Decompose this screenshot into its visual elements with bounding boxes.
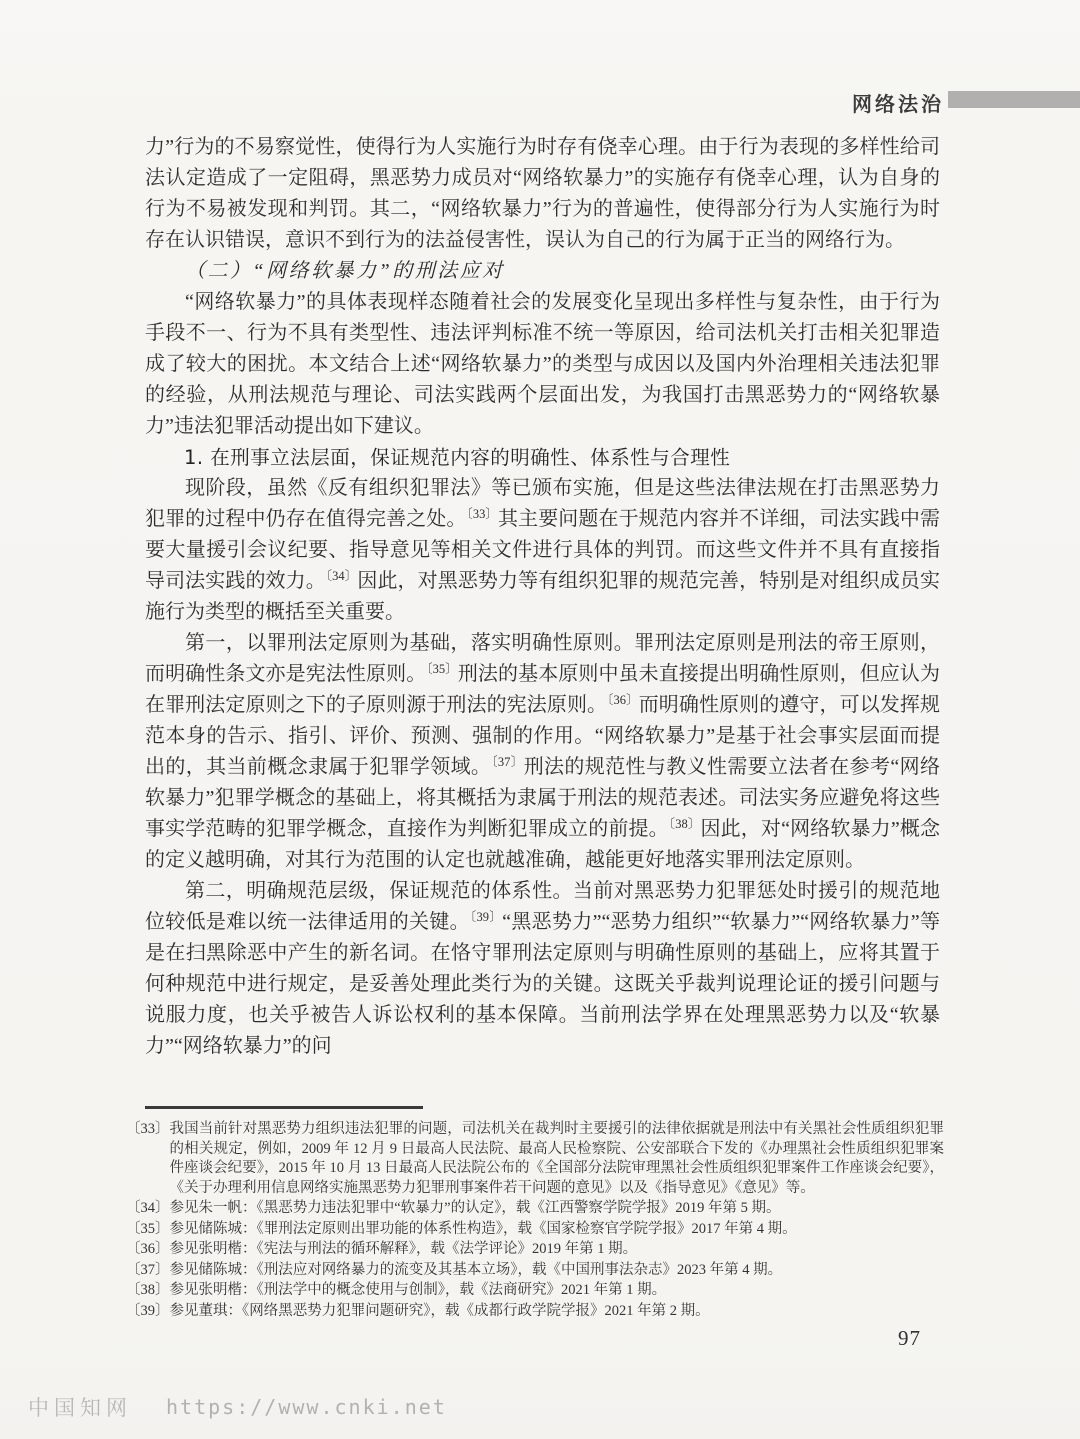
subsection-heading: 1. 在刑事立法层面，保证规范内容的明确性、体系性与合理性 <box>184 446 731 469</box>
footnote-item <box>126 1302 944 1322</box>
cnki-url-text: https://www.cnki.net <box>166 1395 447 1419</box>
text-run: 因此，对黑恶势力等有组织犯罪的规范完善，特别是对组织成员实施行为类型的概括至关重要。 <box>145 570 940 623</box>
footnote-number: 〔39〕 <box>126 1302 170 1319</box>
paragraph-opening-continuation: 力”行为的不易察觉性，使得行为人实施行为时存有侥幸心理。由于行为表现的多样性给司法认定造成了一定阻碍，黑恶势力成员对“网络软暴力”的实施存有侥幸心理，认为自身的行为不易被发现和判罚。其二，“网络软暴力”行为的普遍性，使得部分行为人实施行为时存在认识错误，意识不到行为的法益侵害性，误认为自己的行为属于正当的网络行为。 <box>145 136 940 251</box>
footnote-item <box>126 1261 944 1281</box>
footnote-separator-rule <box>145 1106 423 1109</box>
footnote-item <box>126 1281 944 1301</box>
text-run: 第二，明确规范层级，保证规范的体系性。当前对黑恶势力犯罪惩处时援引的规范地位较低是难以统一法律适用的关键。 <box>145 880 940 933</box>
footnote-ref-33: 〔33〕 <box>466 507 499 521</box>
footnote-number: 〔35〕 <box>126 1220 170 1237</box>
footnote-text: 参见储陈城：《刑法应对网络暴力的流变及其基本立场》，载《中国刑事法杂志》2023 年第 4 期。 <box>169 1261 783 1278</box>
paragraph-current-stage <box>145 473 940 628</box>
footnote-text: 我国当前针对黑恶势力组织违法犯罪的问题，司法机关在裁判时主要援引的法律依据就是刑法中有关黑社会性质组织犯罪的相关规定，例如，2009 年 12 月 9 日最高人民法院、最高人民检察院、公安部联合下发的《办理黑社会性质组织犯罪案件座谈会纪要》，2015 年 10 月 13 日最高人民法院公布的《全国部分法院审理黑社会性质组织犯罪案件工作座谈会纪要》，《关于办理利用信息网络实施黑恶势力犯罪刑事案件若干问题的意见》以及《指导意见》《意见》等。 <box>169 1121 944 1196</box>
footnote-text: 参见储陈城：《罪刑法定原则出罪功能的体系性构造》，载《国家检察官学院学报》2017 年第 4 期。 <box>169 1220 797 1237</box>
running-head-section-title: 网络法治 <box>852 92 944 116</box>
cnki-brand-text: 中国知网 <box>28 1396 132 1420</box>
footnote-item <box>126 1220 944 1240</box>
paragraph-overview: “网络软暴力”的具体表现样态随着社会的发展变化呈现出多样性与复杂性，由于行为手段不一、行为不具有类型性、违法评判标准不统一等原因，给司法机关打击相关犯罪造成了较大的困扰。本文结合上述“网络软暴力”的类型与成因以及国内外治理相关违法犯罪的经验，从刑法规范与理论、司法实践两个层面出发，为我国打击黑恶势力的“网络软暴力”违法犯罪活动提出如下建议。 <box>145 291 940 437</box>
section-heading: （二）“网络软暴力”的刑法应对 <box>185 260 505 282</box>
footnote-item <box>126 1240 944 1260</box>
article-body <box>145 132 940 1062</box>
footnote-text: 参见张明楷：《刑法学中的概念使用与创制》，载《法商研究》2021 年第 1 期。 <box>169 1282 667 1298</box>
footnote-ref-36: 〔36〕 <box>607 693 639 707</box>
text-run: 现阶段，虽然《反有组织犯罪法》等已颁布实施，但是这些法律法规在打击黑恶势力犯罪的过程中仍存在值得完善之处。 <box>145 477 940 530</box>
footnote-text: 参见张明楷：《宪法与刑法的循环解释》，载《法学评论》2019 年第 1 期。 <box>169 1241 638 1257</box>
footnote-text: 参见朱一帆：《黑恶势力违法犯罪中“软暴力”的认定》，载《江西警察学院学报》2019 年第 5 期。 <box>169 1200 781 1216</box>
footnote-number: 〔33〕 <box>126 1121 170 1137</box>
footnotes-block <box>126 1120 944 1322</box>
footnote-item <box>126 1199 944 1219</box>
footnote-number: 〔38〕 <box>126 1282 170 1298</box>
text-run: 刑法的规范性与教义性需要立法者在参考“网络软暴力”犯罪学概念的基础上，将其概括为隶属于刑法的规范表述。司法实务应避免将这些事实学范畴的犯罪学概念，直接作为判断犯罪成立的前提。 <box>145 756 940 840</box>
footnote-ref-37: 〔37〕 <box>491 755 524 769</box>
footnote-item <box>126 1120 944 1198</box>
cnki-watermark <box>28 1392 447 1422</box>
footnote-text: 参见董琪：《网络黑恶势力犯罪问题研究》，载《成都行政学院学报》2021 年第 2 期。 <box>169 1302 710 1319</box>
footnote-number: 〔37〕 <box>126 1261 170 1278</box>
footnote-number: 〔34〕 <box>126 1200 170 1216</box>
running-head-bar <box>948 91 1080 108</box>
text-run: 刑法的基本原则中虽未直接提出明确性原则，但应认为在罪刑法定原则之下的子原则源于刑法的宪法原则。 <box>145 663 940 716</box>
footnote-ref-34: 〔34〕 <box>325 569 358 583</box>
text-run: 第一，以罪刑法定原则为基础，落实明确性原则。罪刑法定原则是刑法的帝王原则，而明确性条文亦是宪法性原则。 <box>145 632 940 685</box>
text-run: 其主要问题在于规范内容并不详细，司法实践中需要大量援引会议纪要、指导意见等相关文件进行具体的判罚。而这些文件并不具有直接指导司法实践的效力。 <box>145 508 940 592</box>
text-run: 因此，对“网络软暴力”概念的定义越明确，对其行为范围的认定也就越准确，越能更好地落实罪刑法定原则。 <box>145 818 940 871</box>
footnote-ref-35: 〔35〕 <box>426 662 458 676</box>
text-run: 而明确性原则的遵守，可以发挥规范本身的告示、指引、评价、预测、强制的作用。“网络软暴力”是基于社会事实层面而提出的，其当前概念隶属于犯罪学领域。 <box>145 694 940 778</box>
paragraph-second-point <box>145 876 940 1062</box>
text-run: “黑恶势力”“恶势力组织”“软暴力”“网络软暴力”等是在扫黑除恶中产生的新名词。在恪守罪刑法定原则与明确性原则的基础上，应将其置于何种规范中进行规定，是妥善处理此类行为的关键。这既关乎裁判说理论证的援引问题与说服力度，也关乎被告人诉讼权利的基本保障。当前刑法学界在处理黑恶势力以及“软暴力”“网络软暴力”的问 <box>145 911 940 1057</box>
paragraph-first-point <box>145 628 940 876</box>
footnote-number: 〔36〕 <box>126 1241 170 1257</box>
page-number: 97 <box>898 1326 921 1350</box>
footnote-ref-39: 〔39〕 <box>469 910 503 924</box>
footnote-ref-38: 〔38〕 <box>668 817 701 831</box>
